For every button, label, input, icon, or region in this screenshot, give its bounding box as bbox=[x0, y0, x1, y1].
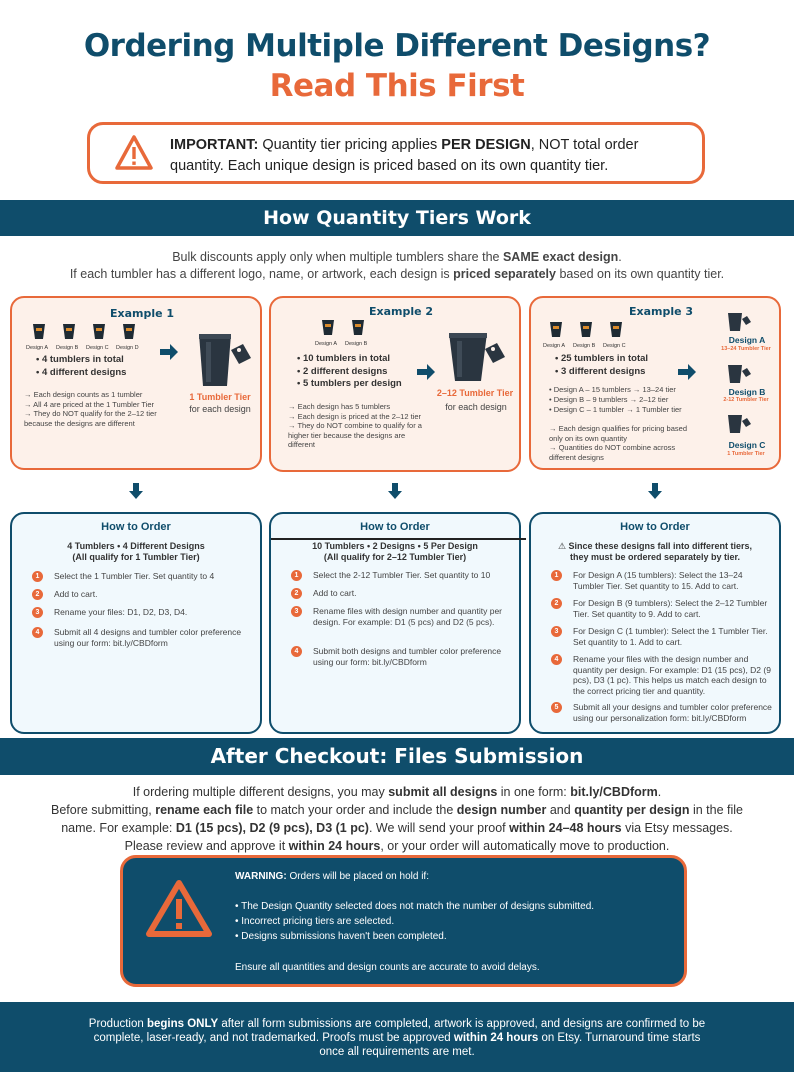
design-label: Design B bbox=[573, 343, 596, 349]
step-number-badge: 4 bbox=[551, 654, 562, 665]
step-number-badge: 4 bbox=[291, 646, 302, 657]
page-title: Ordering Multiple Different Designs? bbox=[83, 28, 711, 64]
example-notes: → Each design has 5 tumblers → Each design is priced at the 2–12 tier → They do NOT combine to qualify for a higher tier because the designs are different bbox=[288, 402, 422, 449]
after-checkout-text: If ordering multiple different designs, you may submit all designs in one form: bit.ly/CBDform. Before submitting, rename each file to match your order and include the design number and quantity per design in the file name. For example: D1 (15 pcs), D2 (9 pcs), D3 (1 pc). We will send your proof within 24–48 hours via Etsy messages. Please review and approve it within 24 hours, or your order will automatically move to production. bbox=[51, 785, 743, 853]
tumbler-icon bbox=[90, 322, 108, 340]
side-tier: 1 Tumbler Tier bbox=[727, 451, 765, 457]
order-sub: (All qualify for 2–12 Tumbler Tier) bbox=[323, 552, 467, 562]
warning-lead: WARNING: Orders will be placed on hold if: bbox=[235, 871, 429, 882]
step-number-badge: 1 bbox=[32, 571, 43, 582]
design-label: Design A bbox=[26, 345, 49, 351]
example-card-3 bbox=[529, 296, 781, 470]
design-label: Design D bbox=[116, 345, 139, 351]
order-step: 5 Submit all your designs and tumbler color preference using our personalization form: bit.ly/CBDform bbox=[551, 702, 773, 723]
how-to-order-card-3 bbox=[529, 512, 781, 734]
section-heading-tiers: How Quantity Tiers Work bbox=[0, 200, 794, 236]
step-number-badge: 4 bbox=[32, 627, 43, 638]
order-step: 3 For Design C (1 tumbler): Select the 1 Tumbler Tier. Set quantity to 1. Add to cart. bbox=[551, 626, 773, 647]
design-label: Design A bbox=[543, 343, 566, 349]
example-card-2 bbox=[269, 296, 521, 472]
side-tier: 13–24 Tumbler Tier bbox=[721, 346, 771, 352]
order-sub: they must be ordered separately by tier. bbox=[569, 552, 741, 562]
important-text: IMPORTANT: Quantity tier pricing applies PER DESIGN, NOT total order quantity. Each unique design is priced based on its own quantity tier. bbox=[170, 137, 639, 174]
arrow-right-icon bbox=[160, 344, 178, 360]
tumbler-icon bbox=[60, 322, 78, 340]
order-step: 3 Rename files with design number and quantity per design. For example: D1 (5 pcs) and D2 (5 pcs). bbox=[291, 606, 513, 627]
tier-label: 1 Tumbler Tier bbox=[189, 392, 251, 402]
side-tier: 2-12 Tumbler Tier bbox=[723, 397, 769, 403]
example-title: Example 2 bbox=[369, 305, 434, 318]
tumbler-icon bbox=[547, 320, 565, 338]
step-number-badge: 5 bbox=[551, 702, 562, 713]
example-bullets: • 4 tumblers in total • 4 different designs bbox=[36, 354, 127, 378]
footer-notice: Production begins ONLY after all form submissions are completed, artwork is approved, and designs are confirmed to be complete, laser-ready, and not trademarked. Proofs must be approved within 24 hours on Etsy. Turnaround time starts once all requirements are met. bbox=[0, 1002, 794, 1072]
divider bbox=[271, 538, 526, 540]
side-design-name: Design B bbox=[728, 387, 766, 397]
example-notes: → Each design qualifies for pricing based only on its own quantity → Quantities do NOT combine across different designs bbox=[549, 424, 687, 462]
side-design-name: Design C bbox=[728, 440, 766, 450]
tier-label: 2–12 Tumbler Tier bbox=[436, 388, 514, 398]
example-lines: • Design A – 15 tumblers → 13–24 tier • Design B – 9 tumblers → 2–12 tier • Design C – 1 tumbler → 1 Tumbler tier bbox=[549, 385, 682, 414]
order-step: 4 Submit all 4 designs and tumbler color preference using our form: bit.ly/CBDform bbox=[32, 627, 254, 648]
order-step: 3 Rename your files: D1, D2, D3, D4. bbox=[32, 607, 254, 618]
example-card-1 bbox=[10, 296, 262, 470]
design-label: Design C bbox=[603, 343, 626, 349]
arrow-down-icon bbox=[648, 483, 662, 499]
order-sub: 10 Tumblers • 2 Designs • 5 Per Design bbox=[312, 541, 478, 551]
design-label: Design A bbox=[315, 341, 338, 347]
order-step: 1 Select the 2-12 Tumbler Tier. Set quantity to 10 bbox=[291, 570, 513, 581]
design-label: Design B bbox=[345, 341, 368, 347]
order-heading: How to Order bbox=[360, 521, 430, 533]
for-each-label: for each design bbox=[189, 404, 251, 414]
tiers-intro: Bulk discounts apply only when multiple tumblers share the SAME exact design. If each tumbler has a different logo, name, or artwork, each design is priced separately based on its own quantity tier. bbox=[69, 250, 725, 281]
design-label: Design B bbox=[56, 345, 79, 351]
design-label: Design C bbox=[86, 345, 109, 351]
step-number-badge: 3 bbox=[32, 607, 43, 618]
order-step: 1 Select the 1 Tumbler Tier. Set quantity to 4 bbox=[32, 571, 254, 582]
page-subtitle: Read This First bbox=[269, 68, 525, 104]
tumbler-icon bbox=[577, 320, 595, 338]
warning-item: • Designs submissions haven't been completed. bbox=[235, 931, 447, 942]
order-step: 4 Rename your files with the design number and quantity per design. For example: D1 (15 pcs), D2 (9 pcs), D3 (1 pc). This helps us match each design to the correct pricing tier and quantity. bbox=[551, 654, 773, 696]
example-bullets: • 25 tumblers in total • 3 different designs bbox=[555, 353, 649, 377]
example-title: Example 1 bbox=[110, 307, 175, 320]
example-title: Example 3 bbox=[629, 305, 694, 318]
example-bullets: • 10 tumblers in total • 2 different designs • 5 tumblers per design bbox=[297, 353, 402, 389]
order-heading: How to Order bbox=[101, 521, 171, 533]
order-step: 2 Add to cart. bbox=[291, 588, 513, 599]
how-to-order-card-1 bbox=[10, 512, 262, 734]
arrow-down-icon bbox=[388, 483, 402, 499]
tumbler-icon bbox=[727, 364, 751, 384]
tumbler-icon bbox=[447, 331, 505, 383]
order-heading: How to Order bbox=[620, 521, 690, 533]
warning-closing: Ensure all quantities and design counts are accurate to avoid delays. bbox=[235, 962, 540, 973]
tumbler-icon bbox=[319, 318, 337, 336]
how-to-order-card-2 bbox=[269, 512, 521, 734]
warning-box bbox=[120, 855, 687, 987]
tumbler-icon bbox=[727, 312, 751, 332]
order-sub: ⚠ Since these designs fall into different tiers, bbox=[557, 541, 753, 551]
section-heading-after-checkout: After Checkout: Files Submission bbox=[0, 738, 794, 775]
warning-item: • The Design Quantity selected does not match the number of designs submitted. bbox=[235, 901, 595, 912]
tumbler-icon bbox=[30, 322, 48, 340]
order-step: 1 For Design A (15 tumblers): Select the 13–24 Tumbler Tier. Set quantity to 15. Add to cart. bbox=[551, 570, 773, 591]
arrow-right-icon bbox=[678, 364, 696, 380]
arrow-right-icon bbox=[417, 364, 435, 380]
tumbler-icon bbox=[727, 414, 751, 434]
order-sub: (All qualify for 1 Tumbler Tier) bbox=[72, 552, 200, 562]
order-sub: 4 Tumblers • 4 Different Designs bbox=[67, 541, 205, 551]
tumbler-icon bbox=[349, 318, 367, 336]
example-notes: → Each design counts as 1 tumbler → All 4 are priced at the 1 Tumbler Tier → They do NOT qualify for the 2–12 tier because the designs are different bbox=[24, 390, 157, 428]
for-each-label: for each design bbox=[445, 402, 507, 412]
tumbler-icon bbox=[607, 320, 625, 338]
step-number-badge: 3 bbox=[291, 606, 302, 617]
step-number-badge: 2 bbox=[291, 588, 302, 599]
step-number-badge: 1 bbox=[551, 570, 562, 581]
tumbler-icon bbox=[195, 332, 251, 388]
warning-triangle-icon bbox=[114, 134, 154, 172]
step-number-badge: 1 bbox=[291, 570, 302, 581]
side-design-name: Design A bbox=[728, 335, 766, 345]
step-number-badge: 2 bbox=[551, 598, 562, 609]
order-step: 2 Add to cart. bbox=[32, 589, 254, 600]
step-number-badge: 3 bbox=[551, 626, 562, 637]
warning-item: • Incorrect pricing tiers are selected. bbox=[235, 916, 395, 927]
step-number-badge: 2 bbox=[32, 589, 43, 600]
arrow-down-icon bbox=[129, 483, 143, 499]
tumbler-icon bbox=[120, 322, 138, 340]
warning-triangle-icon bbox=[145, 878, 213, 938]
order-step: 4 Submit both designs and tumbler color preference using our form: bit.ly/CBDform bbox=[291, 646, 513, 667]
order-step: 2 For Design B (9 tumblers): Select the 2–12 Tumbler Tier. Set quantity to 9. Add to cart. bbox=[551, 598, 773, 619]
important-notice bbox=[87, 122, 705, 184]
